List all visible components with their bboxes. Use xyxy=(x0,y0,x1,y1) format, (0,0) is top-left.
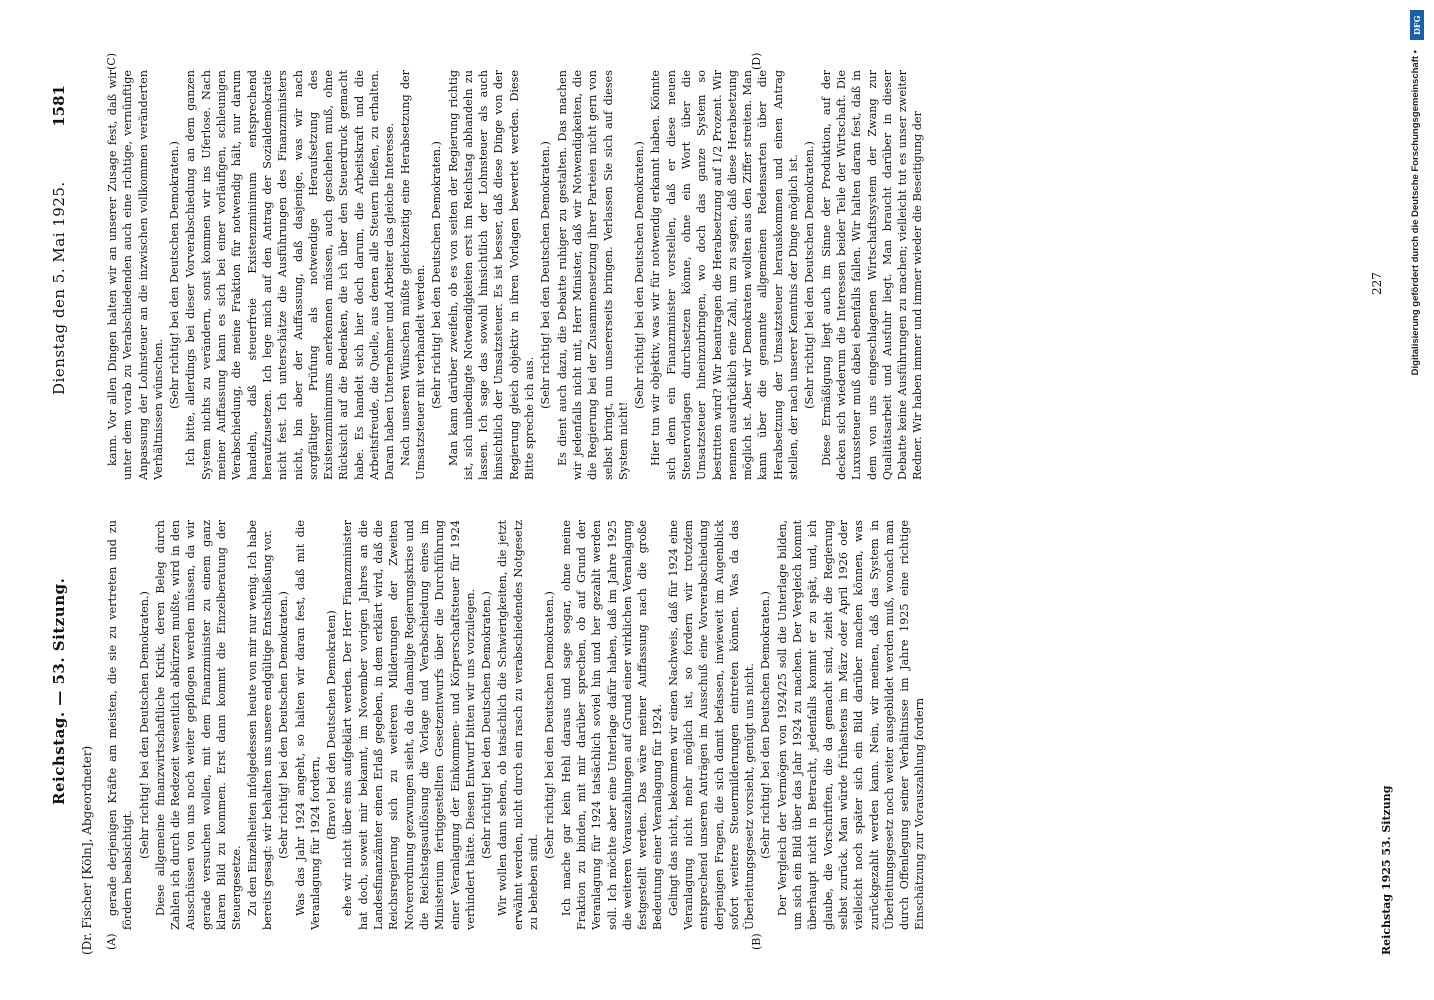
interjection: (Sehr richtig! bei den Deutschen Demokraten.) xyxy=(168,141,182,409)
interjection: (Sehr richtig! bei den Deutschen Demokraten.) xyxy=(539,141,553,409)
paragraph: gerade derjenigen Kräfte am meisten, die sie zu vertreten und zu fördern beabsichtigt. xyxy=(106,520,135,930)
paragraph: Ich bitte, allerdings bei dieser Vorverabschiedung an dem ganzen System nichts zu verändern, sonst kommen wir ins Uferlose. Nach meiner Auffassung kann es sich bei einer vorläufigen, schleunigen Verabschiedung, die meine Fraktion für notwendig hält, nur darum handeln, daß steuerfreie Existenzminimum entsprechend heraufzusetzen. Ich lege mich auf den Antrag der Sozialdemokratie nicht fest. Ich unterschätze die Ausführungen des Finanzministers nicht, bin aber der Auffassung, daß dasjenige, was wir nach sorgfältiger Prüfung als notwendige Heraufsetzung des Existenzminimums anerkennen müssen, auch geschehen muß, ohne Rücksicht auf die Bedenken, die ich über den Steuerdruck gemacht habe. Es handelt sich hier doch darum, die Arbeitskraft und die Arbeitsfreude, die Quelle, aus denen alle Steuern fließen, zu erhalten. Daran haben Unternehmer und Arbeiter das gleiche Interesse. xyxy=(184,70,397,480)
footer-page-signature: 227 xyxy=(1370,272,1384,295)
margin-mark-b: (B) xyxy=(750,933,763,950)
interjection: (Sehr richtig! bei den Deutschen Demokraten.) xyxy=(480,591,494,859)
margin-mark-a: (A) xyxy=(105,933,118,950)
digitization-sidebar xyxy=(1402,0,1432,1000)
interjection: (Sehr richtig! bei den Deutschen Demokraten.) xyxy=(277,591,291,859)
interjection: (Sehr richtig! bei den Deutschen Demokraten.) xyxy=(137,591,151,859)
digitization-credit: Digitalisierung gefördert durch die Deutsche Forschungsgemeinschaft • xyxy=(1410,50,1421,376)
paragraph: Diese allgemeine finanzwirtschaftliche Kritik, deren Beleg durch Zahlen ich durch die Redezeit wesentlich abkürzen mußte, wird in den Ausschüssen von uns noch weiter gepflogen werden müssen, da wir gerade versuchen wollen, mit dem Finanzminister zu einem ganz klaren Bild zu kommen. Erst dann kommt die Einzelberatung der Steuergesetze. xyxy=(153,520,244,930)
margin-mark-d: (D) xyxy=(750,52,763,70)
paragraph: Der Vergleich der Vermögen von 1924/25 soll die Unterlage bilden, um sich ein Bild über das Jahr 1924 zu machen. Der Vergleich kommt überhaupt nicht in Betracht, jedenfalls kommt er zu spät, und, ich glaube, die Vorschriften, die da gemacht sind, zieht die Regierung selbst zurück. Man würde frühestens im März oder April 1926 oder vielleicht noch später sich ein Bild darüber machen können, was zurückgezahlt werden kann. Nein, wir meinen, daß das System in Überleitungsgesetz noch weiter ausgebildet werden muß, wonach man durch Offenlegung seiner Verhältnisse im Jahre 1925 eine richtige Einschätzung zur Vorauszahlung fordern xyxy=(775,520,927,930)
speaker-tag: (Dr. Fischer [Köln], Abgeordneter) xyxy=(80,745,94,955)
paragraph: Zu den Einzelheiten infolgedessen heute von mir nur wenig. Ich habe bereits gesagt: wir behalten uns unsere endgültige Entschließung vor. xyxy=(245,520,274,930)
running-title-right: Dienstag den 5. Mai 1925. xyxy=(50,181,68,395)
interjection: (Sehr richtig! bei den Deutschen Demokraten.) xyxy=(759,591,773,859)
interjection: (Sehr richtig! bei den Deutschen Demokraten.) xyxy=(633,141,647,409)
left-column xyxy=(105,520,1365,930)
page-number: 1581 xyxy=(50,85,68,127)
paragraph: ehe wir nicht über eins aufgeklärt werden. Der Herr Finanzminister hat doch, soweit mir bekannt, im November vorigen Jahres an die Landesfinanzämter einen Erlaß gegeben, in dem erklärt wird, daß die Reichsregierung sich zu weiteren Milderungen der Zweiten Notverordnung gezwungen sieht, da die damalige Regierungskrise und die Reichstagsauflösung die Vorlage und Verabschiedung eines im Ministerium fertiggestellten Gesetzentwurfs über die Durchführung einer Veranlagung der Einkommen- und Körperschaftsteuer für 1924 verhindert hätte. Diesen Entwurf bitten wir uns vorzulegen. xyxy=(341,520,477,930)
paragraph: Nach unseren Wünschen müßte gleichzeitig eine Herabsetzung der Umsatzsteuer mit verhandelt werden. xyxy=(398,70,427,480)
dfg-logo: DFG xyxy=(1410,10,1424,40)
paragraph: Was das Jahr 1924 angeht, so halten wir daran fest, daß mit die Veranlagung für 1924 fordern, xyxy=(293,520,322,930)
interjection: (Sehr richtig! bei den Deutschen Demokraten.) xyxy=(543,591,557,859)
paragraph: Wir wollen dann sehen, ob tatsächlich die Schwierigkeiten, die jetzt erwähnt werden, nicht durch ein rasch zu verabschiedendes Notgesetz zu beheben sind. xyxy=(496,520,541,930)
paragraph: Hier tun wir objektiv, was wir für notwendig erkannt haben. Könnte sich denn ein Finanzminister vorstellen, daß er diese neuen Steuervorlagen durchsetzen könne, ohne ein Wort über die Umsatzsteuer hineinzubringen, wo doch das ganze System so bestritten wird? Wir beantragen die Herabsetzung auf 1/2 Prozent. Wir nennen ausdrücklich eine Zahl, um zu sagen, daß diese Herabsetzung möglich ist. Aber wir Demokraten wollten aus den Ziffer streiten. Man kann über die genannte allgemeinen Redensarten über die Herabsetzung der Umsatzsteuer herauskommen und einen Antrag stellen, der nach unserer Kenntnis der Dinge möglich ist. xyxy=(649,70,801,480)
paragraph: Gelingt das nicht, bekommen wir einen Nachweis, daß für 1924 eine Veranlagung nicht mehr möglich ist, so fordern wir trotzdem entsprechend unseren Anträgen im Ausschuß eine Vorverabschiedung derjenigen Fragen, die sich damit befassen, inwieweit im Augenblick sofort weitere Steuermilderungen eintreten können. Was da das Überleitungsgesetz vorsieht, genügt uns nicht. xyxy=(666,520,757,930)
rotated-page xyxy=(50,45,1420,955)
paragraph: Ich mache gar kein Hehl daraus und sage sogar, ohne meine Fraktion zu binden, mit mir darüber sprechen, ob auf Grund der Veranlagung für 1924 tatsächlich soviel hin und her gezahlt werden soll. Ich möchte aber eine Unterlage dafür haben, daß im Jahre 1925 die weiteren Vorauszahlungen auf Grund einer wirklichen Veranlagung festgestellt werden. Das wäre meiner Auffassung nach die große Bedeutung einer Veranlagung für 1924. xyxy=(559,520,665,930)
paragraph: Diese Ermäßigung liegt auch im Sinne der Produktion, auf der decken sich wiederum die Interessen beider Teile der Wirtschaft. Die Luxussteuer muß dabei ebenfalls fallen. Wir halten daran fest, daß in dem von uns eingeschlagenen Wirtschaftssystem der Zwang zur Qualitätsarbeit und Ausfuhr liegt. Man braucht darüber in dieser Debatte keine Ausführungen zu machen; vielleicht tut es unser zweiter Redner. Wir haben immer und immer wieder die Beseitigung der xyxy=(819,70,925,480)
running-title-left: Reichstag. — 53. Sitzung. xyxy=(50,577,68,805)
paragraph: Man kann darüber zweifeln, ob es von seiten der Regierung richtig ist, sich unbedingte Notwendigkeiten erst im Reichstag abhandeln zu lassen. Ich sage das sowohl hinsichtlich der Lohnsteuer als auch hinsichtlich der Umsatzsteuer. Es ist besser, daß diese Dinge von der Regierung gleich objektiv in ihren Vorlagen bewertet werden. Diese Bitte spreche ich aus. xyxy=(446,70,537,480)
interjection: (Bravo! bei den Deutschen Demokraten) xyxy=(325,610,339,840)
interjection: (Sehr richtig! bei den Deutschen Demokraten.) xyxy=(430,141,444,409)
margin-mark-c: (C) xyxy=(105,53,118,70)
paragraph: kann. Vor allen Dingen halten wir an unserer Zusage fest, daß wir unter dem vorab zu Verabschiedenden auch eine richtige, vernünftige Anpassung der Lohnsteuer an die inzwischen vollkommen veränderten Verhältnissen wünschen. xyxy=(106,70,165,480)
right-column xyxy=(105,70,1365,480)
footer-left: Reichstag 1925 53. Sitzung xyxy=(1380,785,1393,955)
paragraph: Es dient auch dazu, die Debatte ruhiger zu gestalten. Das machen wir jedenfalls nicht mit, Herr Minister, daß wir Notwendigkeiten, die die Regierung bei der Zusammensetzung ihrer Parteien nicht gern von selbst bringt, nun unsererseits bringen. Verlassen Sie sich auf dieses System nicht! xyxy=(555,70,630,480)
page-header xyxy=(50,45,94,955)
interjection: (Sehr richtig! bei den Deutschen Demokraten.) xyxy=(803,141,817,409)
